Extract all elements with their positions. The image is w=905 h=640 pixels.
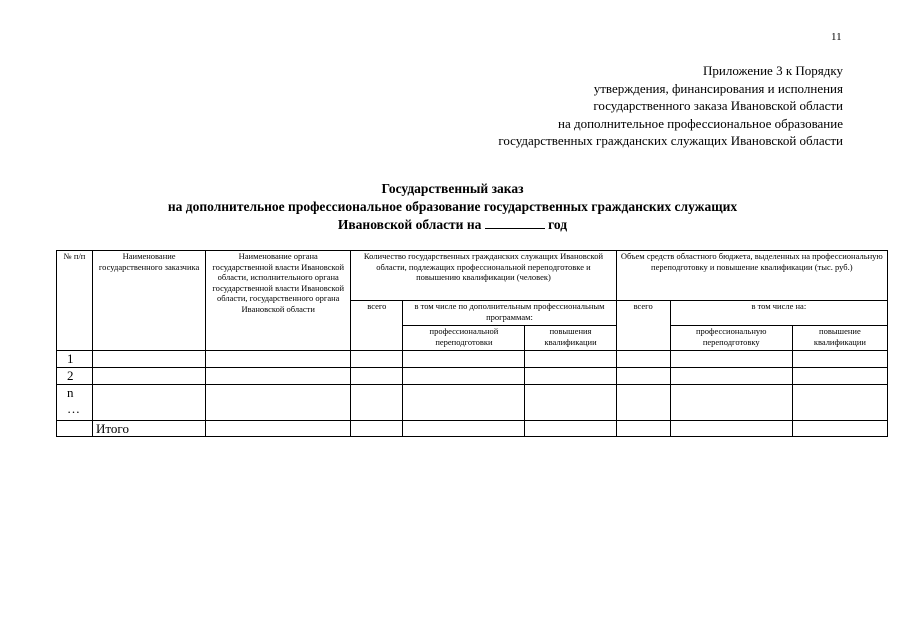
appendix-line: государственного заказа Ивановской области xyxy=(593,98,843,113)
table-cell xyxy=(403,421,525,437)
title-line: на дополнительное профессиональное образование государственных гражданских служащих xyxy=(167,198,738,214)
row-n-label: n xyxy=(67,385,74,400)
table-cell xyxy=(403,368,525,385)
order-table xyxy=(56,250,888,437)
table-cell xyxy=(525,368,616,385)
table-cell xyxy=(670,385,792,421)
table-cell xyxy=(670,351,792,368)
total-label: Итого xyxy=(93,421,206,437)
header-customer: Наименование государственного заказчика xyxy=(93,251,206,351)
table-cell xyxy=(351,351,403,368)
appendix-line: государственных гражданских служащих Ивановской области xyxy=(498,133,843,148)
header-num: № п/п xyxy=(57,251,93,351)
table-cell xyxy=(670,421,792,437)
table-cell xyxy=(206,421,351,437)
table-cell xyxy=(93,368,206,385)
title-prefix: Ивановской области на xyxy=(337,217,482,232)
header-budget-including: в том числе на: xyxy=(670,301,887,326)
table-cell xyxy=(792,368,887,385)
table-cell xyxy=(57,421,93,437)
title-line: Государственный заказ xyxy=(381,181,524,196)
table-row xyxy=(57,385,888,421)
appendix-line: на дополнительное профессиональное образование xyxy=(557,115,843,131)
table-cell xyxy=(351,421,403,437)
table-cell xyxy=(93,351,206,368)
table-cell xyxy=(525,385,616,421)
table-cell xyxy=(792,351,887,368)
table-cell xyxy=(206,385,351,421)
table-cell xyxy=(616,368,670,385)
header-qty-retraining: профессиональной переподготовки xyxy=(403,326,525,351)
table-cell xyxy=(206,368,351,385)
header-quantity: Количество государственных гражданских служащих Ивановской области, подлежащих профессиональной переподготовке и повышению квалификации (человек) xyxy=(351,251,616,301)
row-number: 1 xyxy=(57,351,93,368)
header-qty-total: всего xyxy=(351,301,403,351)
appendix-note xyxy=(498,62,843,150)
table-cell xyxy=(616,385,670,421)
page-number: 11 xyxy=(831,31,842,43)
table-cell xyxy=(616,421,670,437)
row-n-ellipsis: … xyxy=(67,401,80,416)
table-cell xyxy=(403,351,525,368)
year-blank xyxy=(485,215,545,229)
header-qty-advanced: повышения квалификации xyxy=(525,326,616,351)
row-number: 2 xyxy=(57,368,93,385)
table-cell xyxy=(525,351,616,368)
table-cell xyxy=(403,385,525,421)
header-budget-advanced: повышение квалификации xyxy=(792,326,887,351)
total-row xyxy=(57,421,888,437)
appendix-line: Приложение 3 к Порядку xyxy=(703,63,843,78)
header-budget: Объем средств областного бюджета, выделенных на профессиональную переподготовку и повышение квалификации (тыс. руб.) xyxy=(616,251,887,301)
table-cell xyxy=(93,385,206,421)
table-cell xyxy=(351,385,403,421)
title-line xyxy=(0,215,905,234)
title-suffix: год xyxy=(548,217,568,232)
header-qty-including: в том числе по дополнительным профессиональным программам: xyxy=(403,301,616,326)
table-cell xyxy=(616,351,670,368)
table-cell xyxy=(206,351,351,368)
table-row xyxy=(57,351,888,368)
header-budget-total: всего xyxy=(616,301,670,351)
table-row xyxy=(57,368,888,385)
document-title xyxy=(0,180,905,234)
table-cell xyxy=(351,368,403,385)
table-cell xyxy=(792,421,887,437)
header-budget-retraining: профессиональную переподготовку xyxy=(670,326,792,351)
table-cell xyxy=(670,368,792,385)
table-cell xyxy=(525,421,616,437)
table-cell xyxy=(792,385,887,421)
appendix-line: утверждения, финансирования и исполнения xyxy=(593,80,843,96)
row-number xyxy=(57,385,93,421)
header-organ: Наименование органа государственной власти Ивановской области, исполнительного органа государственной власти Ивановской области, государственного органа Ивановской области xyxy=(206,251,351,351)
